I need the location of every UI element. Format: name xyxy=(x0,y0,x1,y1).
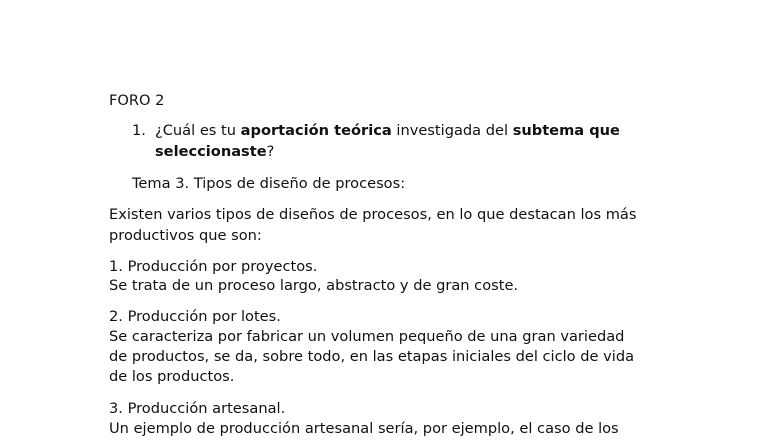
document-heading: FORO 2 xyxy=(109,92,165,109)
question-text-2: investigada del xyxy=(391,122,513,139)
item-1-line-1: Se trata de un proceso largo, abstracto y de gran coste. xyxy=(109,277,519,294)
question-text-1: ¿Cuál es tu xyxy=(155,122,241,139)
item-2-line-1: Se caracteriza por fabricar un volumen pequeño de una gran variedad xyxy=(109,328,625,345)
item-2-line-2: de productos, se da, sobre todo, en las etapas iniciales del ciclo de vida xyxy=(109,348,635,365)
question-bold-3: seleccionaste xyxy=(155,143,267,160)
item-3-title: 3. Producción artesanal. xyxy=(109,400,286,417)
item-2-line-3: de los productos. xyxy=(109,368,235,385)
question-line-1 xyxy=(132,120,620,141)
question-line-2 xyxy=(155,141,274,162)
question-bold-2: subtema que xyxy=(512,122,620,139)
intro-line-2: productivos que son: xyxy=(109,227,262,244)
item-3-line-1: Un ejemplo de producción artesanal sería, por ejemplo, el caso de los xyxy=(109,420,619,437)
question-mark: ? xyxy=(266,143,275,160)
question-number: 1. xyxy=(132,122,146,139)
topic-title: Tema 3. Tipos de diseño de procesos: xyxy=(132,175,406,192)
item-2-title: 2. Producción por lotes. xyxy=(109,308,281,325)
intro-line-1: Existen varios tipos de diseños de procesos, en lo que destacan los más xyxy=(109,206,637,223)
question-bold-1: aportación teórica xyxy=(240,122,392,139)
item-1-title: 1. Producción por proyectos. xyxy=(109,258,318,275)
